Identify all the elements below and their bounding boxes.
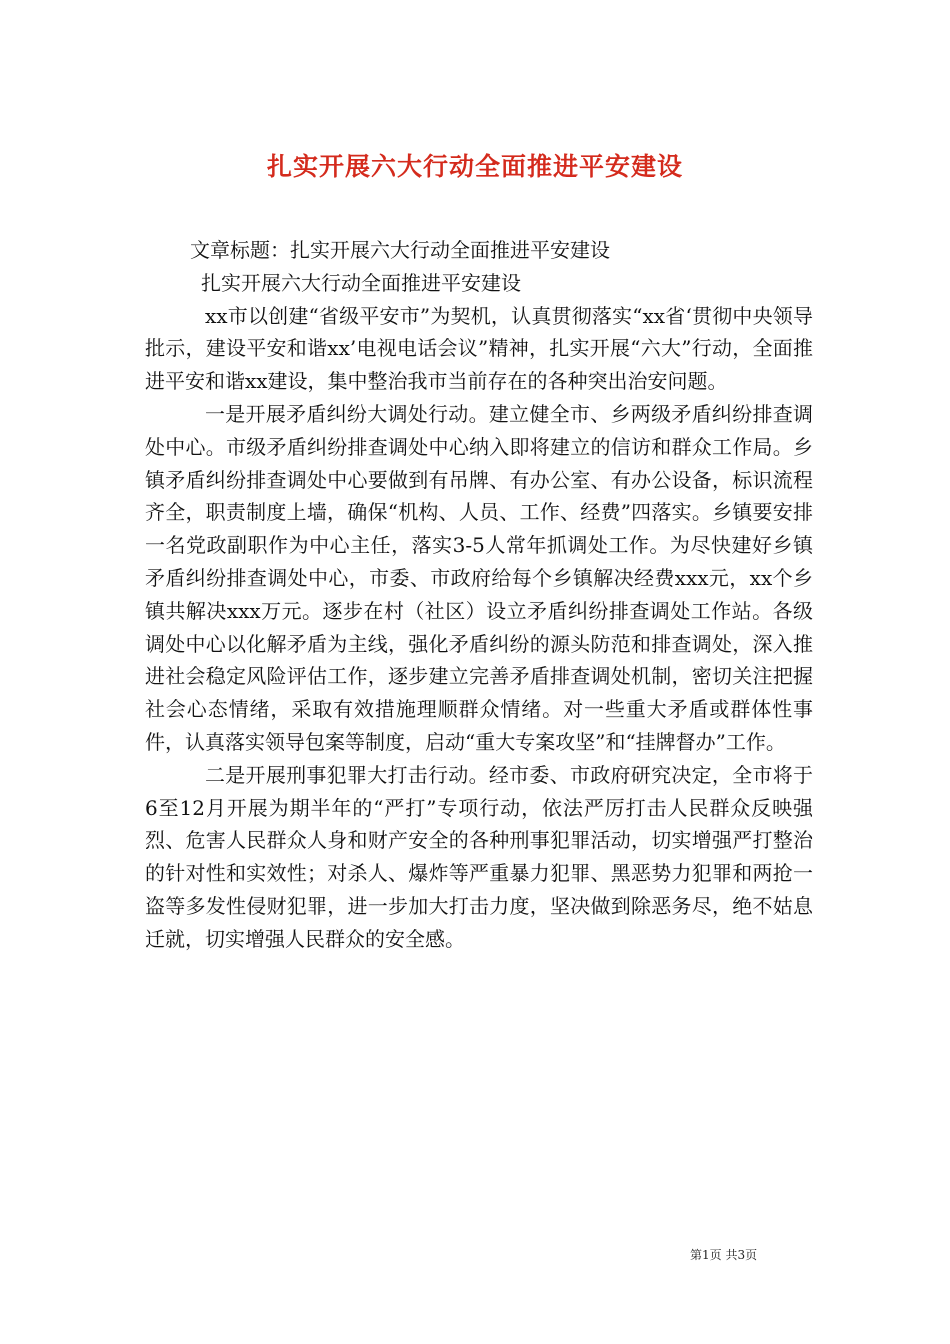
subtitle-line: 扎实开展六大行动全面推进平安建设 <box>201 270 521 295</box>
page-number: 第1页 共3页 <box>690 1248 758 1262</box>
page-title: 扎实开展六大行动全面推进平安建设 <box>266 151 683 181</box>
paragraph-dispute-mediation: 一是开展矛盾纠纷大调处行动。建立健全市、乡两级矛盾纠纷排查调处中心。市级矛盾纠纷排查调处中心纳入即将建立的信访和群众工作局。乡镇矛盾纠纷排查调处中心要做到有吊牌、有办公室、有办公设备，标识流程齐全，职责制度上墙，确保“机构、人员、工作、经费”四落实。乡镇要安排一名党政副职作为中心主任，落实3-5人常年抓调处工作。为尽快建好乡镇矛盾纠纷排查调处中心，市委、市政府给每个乡镇解决经费xxx元，xx个乡镇共解决xxx万元。逐步在村（社区）设立矛盾纠纷排查调处工作站。各级调处中心以化解矛盾为主线，强化矛盾纠纷的源头防范和排查调处，深入推进社会稳定风险评估工作，逐步建立完善矛盾排查调处机制，密切关注把握社会心态情绪，采取有效措施理顺群众情绪。对一些重大矛盾或群体性事件，认真落实领导包案等制度，启动“重大专案攻坚”和“挂牌督办”工作。 <box>145 401 813 754</box>
paragraph-crime-crackdown: 二是开展刑事犯罪大打击行动。经市委、市政府研究决定，全市将于6至12月开展为期半年的“严打”专项行动，依法严厉打击人民群众反映强烈、危害人民群众人身和财产安全的各种刑事犯罪活动，切实增强严打整治的针对性和实效性；对杀人、爆炸等严重暴力犯罪、黑恶势力犯罪和两抢一盗等多发性侵财犯罪，进一步加大打击力度，坚决做到除恶务尽，绝不姑息迁就，切实增强人民群众的安全感。 <box>145 762 813 951</box>
article-title-line: 文章标题：扎实开展六大行动全面推进平安建设 <box>190 238 610 262</box>
document-body <box>145 234 813 956</box>
paragraph-intro: xx市以创建“省级平安市”为契机，认真贯彻落实“xx省‘贯彻中央领导批示，建设平安和谐xx’电视电话会议”精神，扎实开展“六大”行动，全面推进平安和谐xx建设，集中整治我市当前存在的各种突出治安问题。 <box>145 303 813 394</box>
